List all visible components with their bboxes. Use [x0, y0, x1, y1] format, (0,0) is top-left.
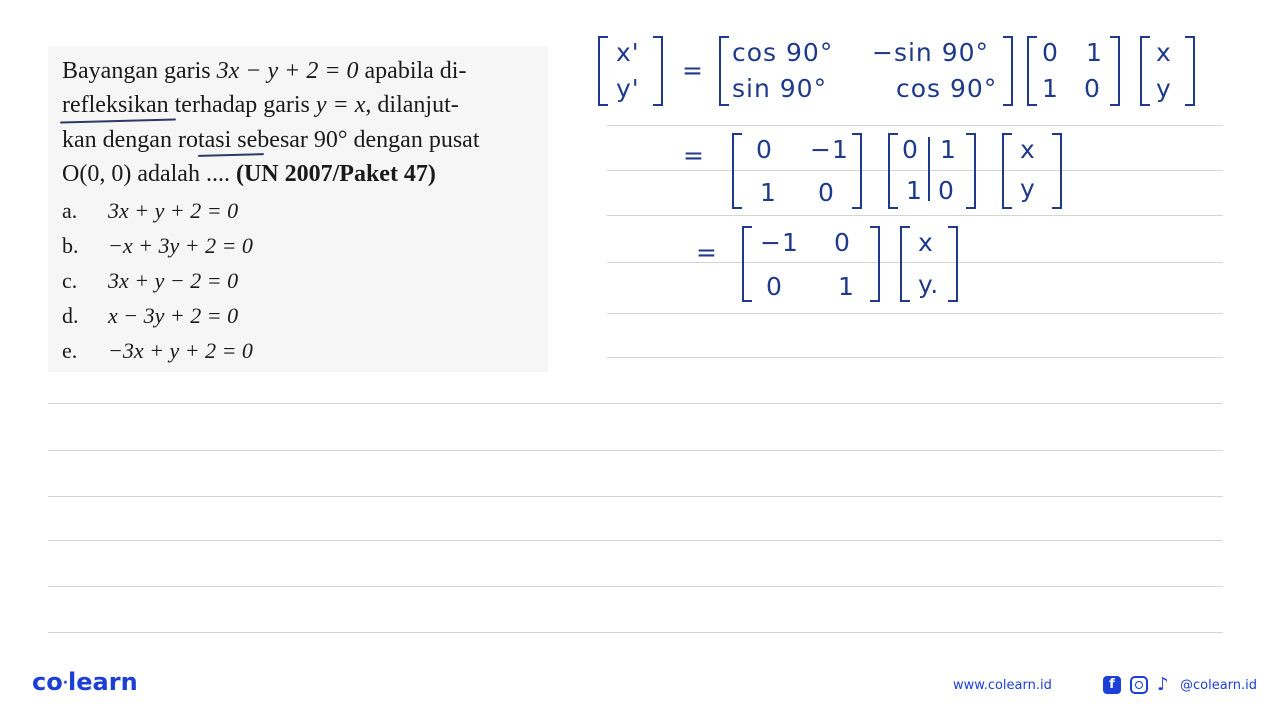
instagram-icon[interactable] [1130, 676, 1148, 694]
ruled-line [48, 403, 1223, 404]
refl-cell-21: 1 [1042, 74, 1059, 103]
refl-cell-12: 1 [1086, 38, 1103, 67]
option-b: b. −x + 3y + 2 = 0 [62, 233, 253, 258]
bracket [966, 133, 976, 209]
bracket [1003, 36, 1013, 106]
option-e: e. −3x + y + 2 = 0 [62, 338, 253, 363]
rot-value-21: 1 [760, 178, 777, 207]
tiktok-icon[interactable]: ♪ [1157, 674, 1169, 695]
facebook-icon[interactable]: f [1103, 676, 1121, 694]
ruled-line [48, 632, 1223, 633]
vec-x: x [918, 228, 934, 257]
question-line-4: O(0, 0) adalah .... (UN 2007/Paket 47) [62, 161, 436, 187]
rot-cell-12: −sin 90° [872, 38, 990, 67]
lhs-y-prime: y' [616, 74, 640, 103]
column-divider [928, 137, 930, 201]
refl-value-22: 0 [938, 176, 955, 205]
vec-x: x [1156, 38, 1172, 67]
refl-value-21: 1 [906, 176, 923, 205]
social-handle[interactable]: @colearn.id [1180, 678, 1258, 693]
bracket [1110, 36, 1120, 106]
bracket [948, 226, 958, 302]
ruled-line [607, 357, 1223, 358]
vec-x: x [1020, 135, 1036, 164]
website-url[interactable]: www.colearn.id [953, 678, 1052, 693]
option-d: d. x − 3y + 2 = 0 [62, 303, 239, 328]
equals-sign: = [696, 238, 718, 267]
equals-sign: = [683, 141, 705, 170]
bracket [1052, 133, 1062, 209]
rot-value-11: 0 [756, 135, 773, 164]
ruled-line [48, 540, 1223, 541]
bracket [900, 226, 910, 302]
vec-y: y [1156, 74, 1172, 103]
bracket [1002, 133, 1012, 209]
option-a: a. 3x + y + 2 = 0 [62, 198, 239, 223]
vec-y: y [1020, 174, 1036, 203]
bracket [1027, 36, 1037, 106]
bracket [653, 36, 663, 106]
colearn-logo: co·learn [32, 668, 138, 696]
option-c: c. 3x + y − 2 = 0 [62, 268, 239, 293]
question-line-1: Bayangan garis 3x − y + 2 = 0 apabila di- [62, 58, 467, 84]
bracket [719, 36, 729, 106]
ruled-line [607, 313, 1223, 314]
lhs-x-prime: x' [616, 38, 640, 67]
bracket [742, 226, 752, 302]
bracket [852, 133, 862, 209]
bracket [1140, 36, 1150, 106]
bracket [732, 133, 742, 209]
question-line-2: refleksikan terhadap garis y = x, dilanjut- [62, 92, 459, 118]
bracket [870, 226, 880, 302]
rot-value-22: 0 [818, 178, 835, 207]
refl-value-11: 0 [902, 135, 919, 164]
rot-value-12: −1 [810, 135, 849, 164]
refl-value-12: 1 [940, 135, 957, 164]
vec-y: y. [918, 270, 940, 299]
bracket [1185, 36, 1195, 106]
rot-cell-22: cos 90° [896, 74, 998, 103]
ruled-line [607, 170, 1223, 171]
question-line-3: kan dengan rotasi sebesar 90° dengan pusat [62, 127, 480, 153]
refl-cell-11: 0 [1042, 38, 1059, 67]
result-cell-11: −1 [760, 228, 799, 257]
bracket [888, 133, 898, 209]
ruled-line [48, 496, 1223, 497]
rot-cell-11: cos 90° [732, 38, 834, 67]
ruled-line [607, 215, 1223, 216]
bracket [598, 36, 608, 106]
result-cell-21: 0 [766, 272, 783, 301]
rot-cell-21: sin 90° [732, 74, 828, 103]
result-cell-22: 1 [838, 272, 855, 301]
equals-sign: = [682, 56, 704, 85]
refl-cell-22: 0 [1084, 74, 1101, 103]
ruled-line [48, 586, 1223, 587]
result-cell-12: 0 [834, 228, 851, 257]
ruled-line [607, 125, 1223, 126]
ruled-line [48, 450, 1223, 451]
